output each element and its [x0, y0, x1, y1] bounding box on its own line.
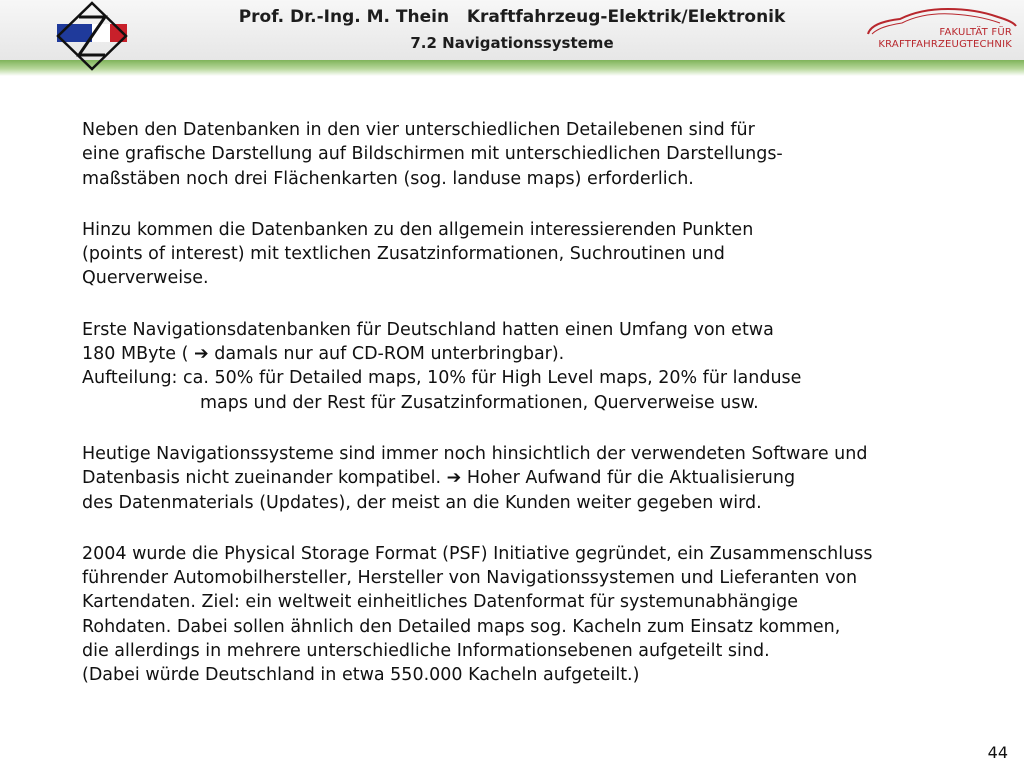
text-line: Erste Navigationsdatenbanken für Deutschland hatten einen Umfang von etwa: [82, 319, 774, 340]
text-line: (points of interest) mit textlichen Zusatzinformationen, Suchroutinen und: [82, 244, 725, 265]
paragraph-compatibility: [82, 442, 1002, 515]
paragraph-detail-levels: [82, 118, 1002, 191]
faculty-line-1: FAKULTÄT FÜR: [939, 27, 1012, 38]
text-line: Aufteilung: ca. 50% für Detailed maps, 10% für High Level maps, 20% für landuse: [82, 368, 802, 389]
text-line: eine grafische Darstellung auf Bildschirmen mit unterschiedlichen Darstellungs-: [82, 144, 783, 165]
faculty-logo: [864, 4, 1020, 52]
text-line: (Dabei würde Deutschland in etwa 550.000 Kacheln aufgeteilt.): [82, 665, 640, 686]
text-line: Heutige Navigationssysteme sind immer noch hinsichtlich der verwendeten Software und: [82, 443, 868, 464]
header-green-band: [0, 60, 1024, 76]
text-line: Hinzu kommen die Datenbanken zu den allgemein interessierenden Punkten: [82, 219, 754, 240]
text-line: Datenbasis nicht zueinander kompatibel. ➔ Hoher Aufwand für die Aktualisierung: [82, 468, 796, 489]
text-line: 2004 wurde die Physical Storage Format (PSF) Initiative gegründet, ein Zusammenschluss: [82, 543, 873, 564]
paragraph-psf-initiative: [82, 542, 1002, 688]
text-line: die allerdings in mehrere unterschiedliche Informationsebenen aufgeteilt sind.: [82, 641, 770, 662]
slide-subtitle: 7.2 Navigationssysteme: [410, 34, 614, 52]
text-line: Rohdaten. Dabei sollen ähnlich den Detailed maps sog. Kacheln zum Einsatz kommen,: [82, 616, 841, 637]
paragraph-points-of-interest: [82, 218, 1002, 291]
text-line: führender Automobilhersteller, Hersteller von Navigationssystemen und Lieferanten von: [82, 568, 858, 589]
author-name: Prof. Dr.-Ing. M. Thein: [238, 7, 450, 27]
page-number: 44: [987, 743, 1008, 762]
faculty-line-2: KRAFTFAHRZEUGTECHNIK: [878, 39, 1012, 50]
text-line: des Datenmaterials (Updates), der meist an die Kunden weiter gegeben wird.: [82, 492, 762, 513]
text-line: Neben den Datenbanken in den vier unterschiedlichen Detailebenen sind für: [82, 120, 755, 140]
paragraph-database-size: [82, 318, 1002, 415]
text-line: Querverweise.: [82, 268, 209, 289]
course-name: Kraftfahrzeug-Elektrik/Elektronik: [466, 7, 786, 27]
text-line: Kartendaten. Ziel: ein weltweit einheitliches Datenformat für systemunabhängige: [82, 592, 798, 613]
slide-body: [82, 118, 1002, 715]
text-line-indented: maps und der Rest für Zusatzinformationen, Querverweise usw.: [200, 392, 759, 413]
text-line: 180 MByte ( ➔ damals nur auf CD-ROM unterbringbar).: [82, 344, 565, 365]
text-line: maßstäben noch drei Flächenkarten (sog. landuse maps) erforderlich.: [82, 168, 694, 189]
